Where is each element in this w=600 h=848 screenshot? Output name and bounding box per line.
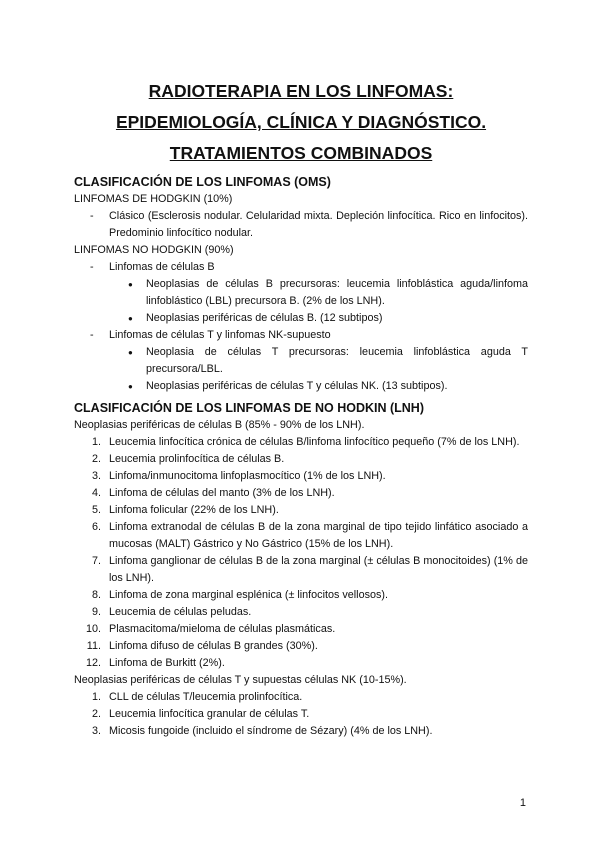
list-number: 2.: [91, 453, 101, 465]
list-item: [74, 706, 528, 723]
list-number: 8.: [91, 589, 101, 601]
list-item: [74, 485, 528, 502]
nohodgkin-label: LINFOMAS NO HODGKIN (90%): [74, 244, 234, 256]
title-line-2: EPIDEMIOLOGÍA, CLÍNICA Y DIAGNÓSTICO.: [115, 112, 487, 132]
list-text: Linfoma/inmunocitoma linfoplasmocítico (1% de los LNH).: [109, 470, 386, 482]
list-number: 11.: [86, 640, 101, 652]
list-number: 10.: [85, 623, 101, 635]
list-text: Leucemia prolinfocítica de células B.: [109, 453, 285, 465]
list-item: [74, 587, 528, 604]
list-number: 1.: [91, 436, 101, 448]
list-number: 4.: [91, 487, 101, 499]
list-item: [74, 655, 528, 672]
list-item: [74, 502, 528, 519]
t-cell-item: ● Neoplasias periféricas de células T y células NK. (13 subtipos).: [74, 378, 528, 395]
list-number: 1.: [91, 691, 101, 703]
list-text: Linfoma de células del manto (3% de los LNH).: [109, 487, 335, 499]
list-text: CLL de células T/leucemia prolinfocítica.: [109, 691, 303, 703]
hodgkin-item: - Clásico (Esclerosis nodular. Celularidad mixta. Depleción linfocítica. Rico en linfocitos). Predominio linfocítico nodular.: [74, 208, 528, 242]
b-cell-item: ● Neoplasias periféricas de células B. (12 subtipos): [74, 310, 528, 327]
t-cell-label: - Linfomas de células T y linfomas NK-supuesto: [74, 327, 528, 344]
list-text: Linfoma difuso de células B grandes (30%).: [109, 640, 318, 652]
hodgkin-label: LINFOMAS DE HODGKIN (10%): [74, 193, 233, 205]
list-item: [74, 689, 528, 706]
list-text: Leucemia linfocítica granular de células T.: [109, 708, 310, 720]
b-neoplasias-list: [74, 434, 528, 672]
list-item: [74, 519, 528, 553]
b-cell-item: ● Neoplasias de células B precursoras: leucemia linfoblástica aguda/linfoma linfoblástico (LBL) precursora B. (2% de los LNH).: [74, 276, 528, 310]
page-number: 1: [519, 797, 526, 809]
section-heading-oms: CLASIFICACIÓN DE LOS LINFOMAS (OMS): [74, 175, 331, 189]
b-cell-label: - Linfomas de células B: [74, 259, 528, 276]
list-text: Linfoma folicular (22% de los LNH).: [109, 504, 279, 516]
section-heading-lnh: CLASIFICACIÓN DE LOS LINFOMAS DE NO HODKIN (LNH): [74, 401, 424, 415]
list-text: Linfoma de Burkitt (2%).: [109, 657, 225, 669]
b-neoplasias-intro: Neoplasias periféricas de células B (85% - 90% de los LNH).: [74, 419, 365, 431]
list-text: Linfoma ganglionar de células B de la zona marginal (± células B monocitoides) (1% de los LNH).: [109, 555, 528, 584]
list-text: Linfoma de zona marginal esplénica (± linfocitos vellosos).: [109, 589, 388, 601]
list-item: [74, 604, 528, 621]
list-number: 12.: [85, 657, 101, 669]
list-item: [74, 553, 528, 587]
list-number: 9.: [91, 606, 101, 618]
list-item: [74, 434, 528, 451]
list-number: 7.: [91, 555, 101, 567]
list-number: 5.: [91, 504, 101, 516]
list-text: Micosis fungoide (incluido el síndrome de Sézary) (4% de los LNH).: [109, 725, 433, 737]
t-neoplasias-intro: Neoplasias periféricas de células T y supuestas células NK (10-15%).: [74, 674, 407, 686]
list-text: Plasmacitoma/mieloma de células plasmáticas.: [109, 623, 336, 635]
list-text: Leucemia de células peludas.: [109, 606, 252, 618]
list-number: 2.: [91, 708, 101, 720]
list-number: 3.: [91, 470, 101, 482]
list-number: 6.: [91, 521, 101, 533]
list-item: [74, 638, 528, 655]
list-item: [74, 451, 528, 468]
list-text: Leucemia linfocítica crónica de células B/linfoma linfocítico pequeño (7% de los LNH).: [109, 436, 520, 448]
list-number: 3.: [91, 725, 101, 737]
list-text: Linfoma extranodal de células B de la zona marginal de tipo tejido linfático asociado a mucosas (MALT) Gástrico y No Gástrico (15% de los LNH).: [109, 521, 528, 550]
list-item: [74, 468, 528, 485]
t-cell-item: ● Neoplasia de células T precursoras: leucemia linfoblástica aguda T precursora/LBL.: [74, 344, 528, 378]
t-neoplasias-list: [74, 689, 528, 740]
list-item: [74, 723, 528, 740]
title-line-3: TRATAMIENTOS COMBINADOS: [169, 143, 433, 163]
document-page: [74, 76, 528, 740]
list-item: [74, 621, 528, 638]
title-line-1: RADIOTERAPIA EN LOS LINFOMAS:: [148, 81, 454, 101]
